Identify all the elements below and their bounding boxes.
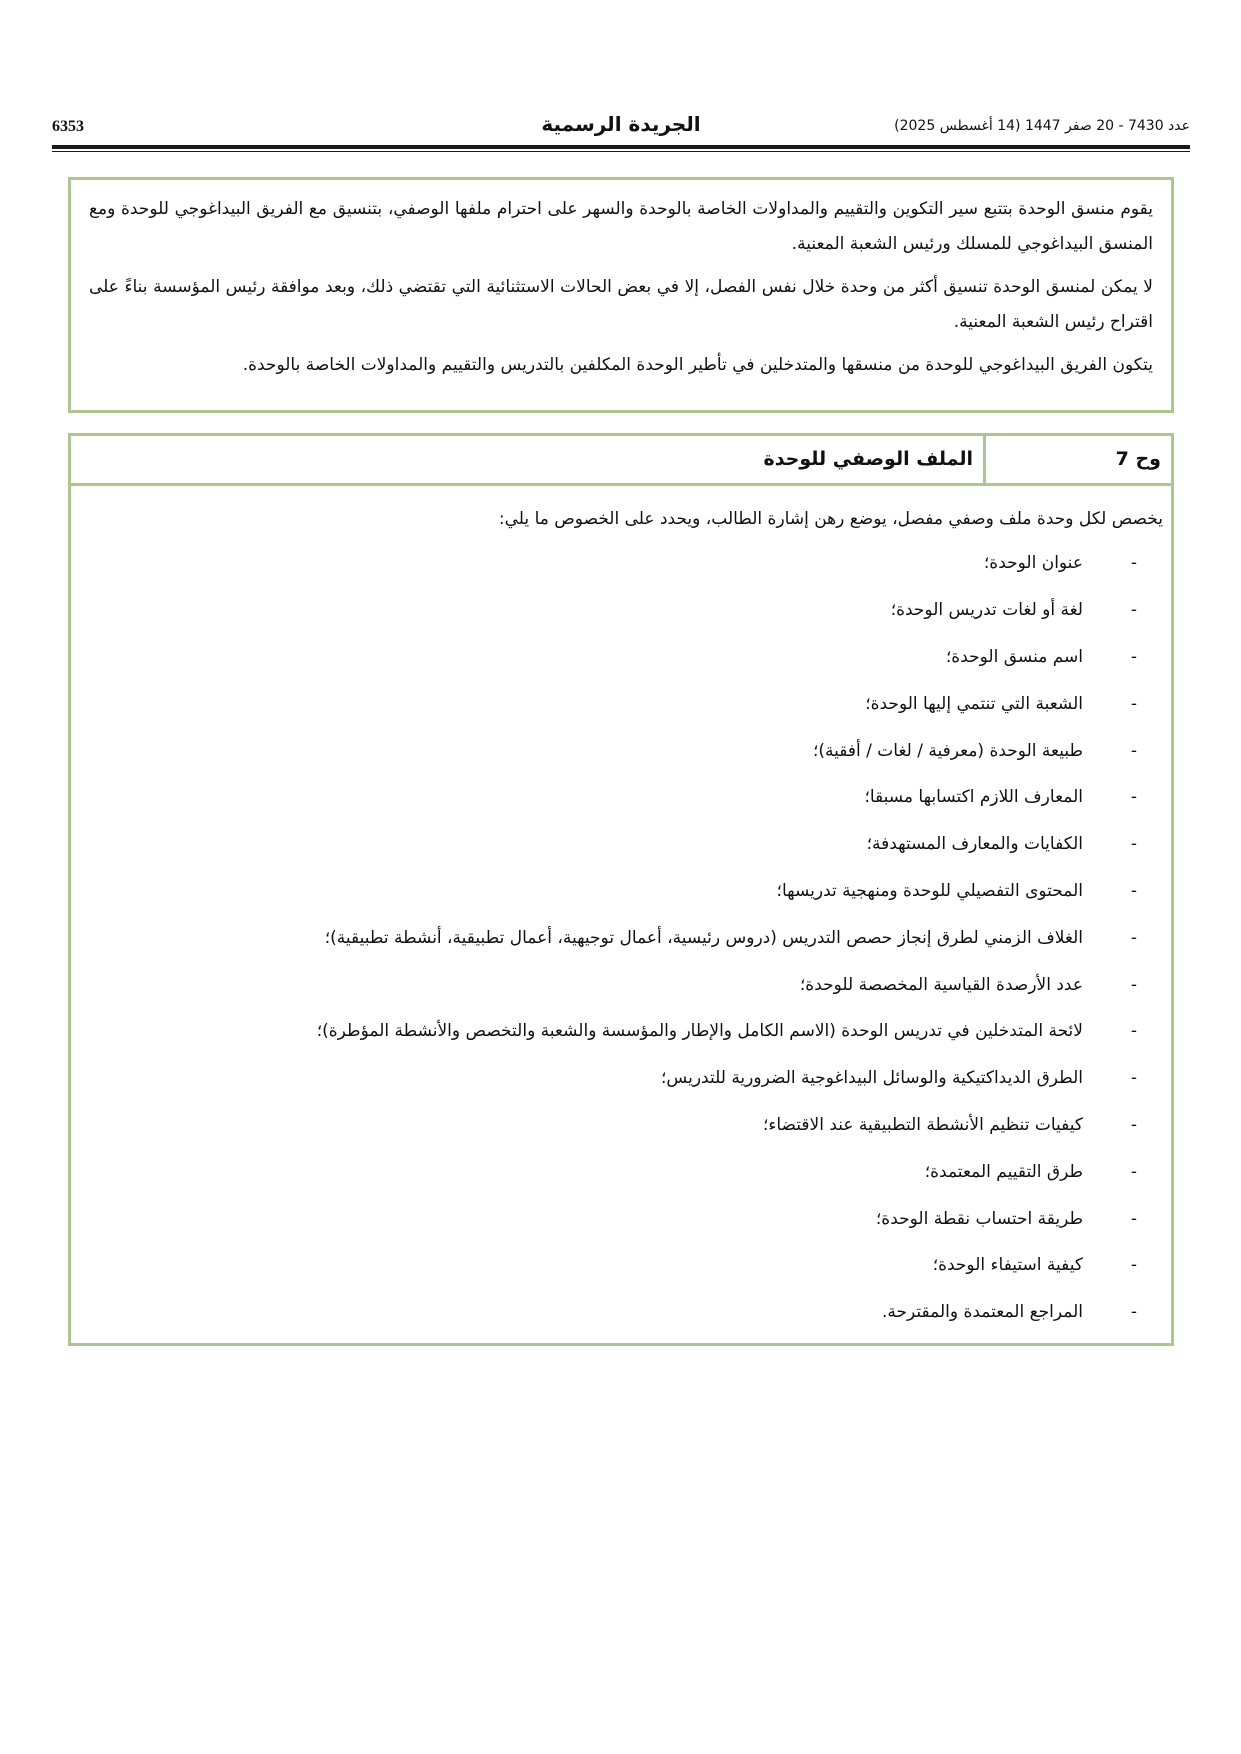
list-item-text: عنوان الوحدة؛ bbox=[983, 553, 1083, 574]
bullet-dash-icon: - bbox=[1130, 646, 1138, 667]
coordinator-section-box bbox=[68, 177, 1174, 413]
bullet-dash-icon: - bbox=[1130, 553, 1138, 574]
paragraph-coordinator-duties: يقوم منسق الوحدة بتتبع سير التكوين والتقييم والمداولات الخاصة بالوحدة والسهر على احترام ملفها الوصفي، بتنسيق مع الفريق البيداغوجي للوحدة ومع المنسق البيداغوجي للمسلك ورئيس الشعبة المعنية. bbox=[89, 199, 1153, 254]
descriptive-file-section-box bbox=[68, 433, 1174, 1346]
list-item-text: طرق التقييم المعتمدة؛ bbox=[924, 1161, 1083, 1182]
bullet-dash-icon: - bbox=[1130, 1208, 1138, 1229]
bullet-dash-icon: - bbox=[1130, 880, 1138, 901]
paragraph-pedagogical-team: يتكون الفريق البيداغوجي للوحدة من منسقها والمتدخلين في تأطير الوحدة المكلفين بالتدريس والتقييم والمداولات الخاصة بالوحدة. bbox=[242, 355, 1153, 375]
journal-title: الجريدة الرسمية bbox=[541, 112, 701, 136]
list-item-text: الغلاف الزمني لطرق إنجاز حصص التدريس (دروس رئيسية، أعمال توجيهية، أعمال تطبيقية، أنشطة تطبيقية)؛ bbox=[324, 927, 1083, 948]
list-item bbox=[71, 680, 1171, 727]
list-item bbox=[71, 868, 1171, 915]
bullet-dash-icon: - bbox=[1130, 1068, 1138, 1089]
list-item bbox=[71, 961, 1171, 1008]
list-item bbox=[71, 1102, 1171, 1149]
page-header bbox=[52, 112, 1190, 142]
issue-info: عدد 7430 - 20 صفر 1447 (14 أغسطس 2025) bbox=[894, 118, 1190, 134]
list-item bbox=[71, 774, 1171, 821]
list-item bbox=[71, 1289, 1171, 1336]
list-item bbox=[71, 1008, 1171, 1055]
bullet-dash-icon: - bbox=[1130, 600, 1138, 621]
list-item-text: الشعبة التي تنتمي إليها الوحدة؛ bbox=[865, 693, 1083, 714]
list-item bbox=[71, 540, 1171, 587]
list-item-text: لائحة المتدخلين في تدريس الوحدة (الاسم الكامل والإطار والمؤسسة والشعبة والتخصص والأنشطة المؤطرة)؛ bbox=[316, 1021, 1083, 1042]
bullet-dash-icon: - bbox=[1130, 1021, 1138, 1042]
bullet-dash-icon: - bbox=[1130, 927, 1138, 948]
list-item bbox=[71, 1148, 1171, 1195]
bullet-dash-icon: - bbox=[1130, 693, 1138, 714]
page-number: 6353 bbox=[52, 118, 84, 135]
bullet-dash-icon: - bbox=[1130, 1114, 1138, 1135]
paragraph-coordination-limit: لا يمكن لمنسق الوحدة تنسيق أكثر من وحدة خلال نفس الفصل، إلا في بعض الحالات الاستثنائية التي تقتضي ذلك، وبعد موافقة رئيس المؤسسة بناءً على اقتراح رئيس الشعبة المعنية. bbox=[89, 277, 1153, 332]
list-item-text: طريقة احتساب نقطة الوحدة؛ bbox=[875, 1208, 1083, 1229]
list-item bbox=[71, 727, 1171, 774]
list-item-text: لغة أو لغات تدريس الوحدة؛ bbox=[890, 600, 1083, 621]
list-item bbox=[71, 1195, 1171, 1242]
bullet-dash-icon: - bbox=[1130, 787, 1138, 808]
requirements-list bbox=[71, 540, 1171, 1336]
list-item-text: كيفية استيفاء الوحدة؛ bbox=[932, 1255, 1083, 1276]
list-item bbox=[71, 1055, 1171, 1102]
bullet-dash-icon: - bbox=[1130, 974, 1138, 995]
list-item bbox=[71, 914, 1171, 961]
list-item-text: الطرق الديداكتيكية والوسائل البيداغوجية الضرورية للتدريس؛ bbox=[661, 1068, 1083, 1089]
list-item-text: اسم منسق الوحدة؛ bbox=[945, 646, 1083, 667]
list-item-text: المحتوى التفصيلي للوحدة ومنهجية تدريسها؛ bbox=[776, 880, 1083, 901]
section-intro: يخصص لكل وحدة ملف وصفي مفصل، يوضع رهن إشارة الطالب، ويحدد على الخصوص ما يلي: bbox=[498, 509, 1163, 529]
list-item bbox=[71, 634, 1171, 681]
bullet-dash-icon: - bbox=[1130, 1255, 1138, 1276]
list-item-text: المراجع المعتمدة والمقترحة. bbox=[882, 1302, 1083, 1323]
list-item bbox=[71, 587, 1171, 634]
list-item-text: كيفيات تنظيم الأنشطة التطبيقية عند الاقتضاء؛ bbox=[762, 1114, 1083, 1135]
list-item-text: الكفايات والمعارف المستهدفة؛ bbox=[866, 834, 1083, 855]
list-item bbox=[71, 1242, 1171, 1289]
list-item-text: طبيعة الوحدة (معرفية / لغات / أفقية)؛ bbox=[813, 740, 1083, 761]
section-heading-row bbox=[71, 436, 1171, 486]
header-rule-thick bbox=[52, 145, 1190, 149]
bullet-dash-icon: - bbox=[1130, 834, 1138, 855]
section-title: الملف الوصفي للوحدة bbox=[763, 448, 973, 470]
list-item-text: المعارف اللازم اكتسابها مسبقا؛ bbox=[864, 787, 1083, 808]
list-item-text: عدد الأرصدة القياسية المخصصة للوحدة؛ bbox=[799, 974, 1083, 995]
section-number: وح 7 bbox=[983, 436, 1171, 483]
bullet-dash-icon: - bbox=[1130, 1161, 1138, 1182]
bullet-dash-icon: - bbox=[1130, 1302, 1138, 1323]
bullet-dash-icon: - bbox=[1130, 740, 1138, 761]
header-rule-thin bbox=[52, 151, 1190, 152]
list-item bbox=[71, 821, 1171, 868]
